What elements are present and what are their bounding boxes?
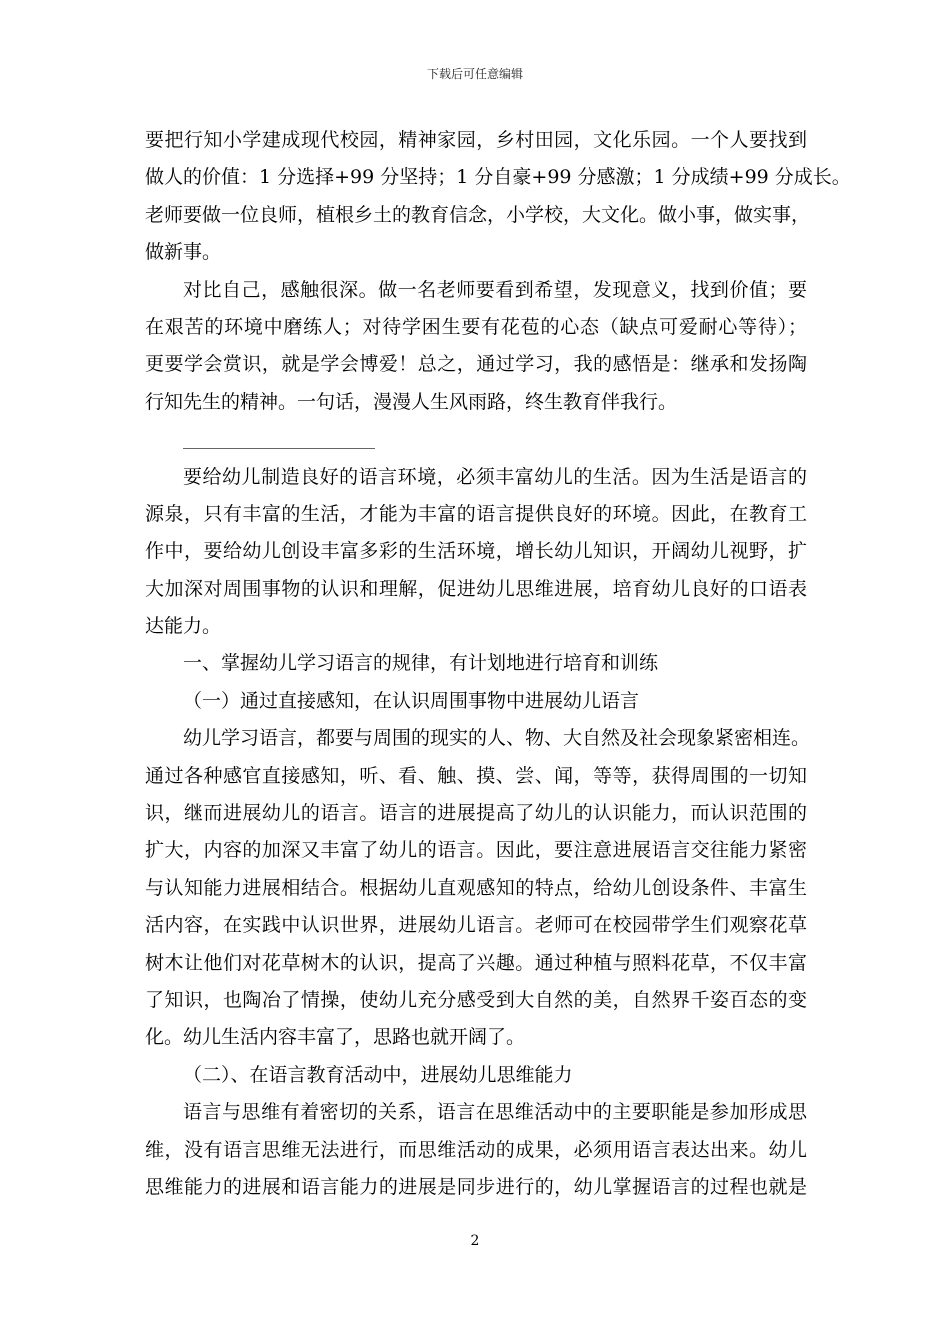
- text-line: 要给幼儿制造良好的语言环境，必须丰富幼儿的生活。因为生活是语言的: [183, 465, 807, 488]
- text-line: 对比自己，感触很深。做一名老师要看到希望，发现意义，找到价值；要: [183, 278, 807, 301]
- text-line: 要把行知小学建成现代校园，精神家园，乡村田园，文化乐园。一个人要找到: [145, 129, 807, 151]
- text-line: 达能力。: [145, 615, 222, 638]
- text-line: 了知识，也陶冶了情操，使幼儿充分感受到大自然的美，自然界千姿百态的变: [145, 988, 807, 1011]
- text-line: 大加深对周围事物的认识和理解，促进幼儿思维进展，培育幼儿良好的口语表: [145, 577, 807, 600]
- text-line: 识，继而进展幼儿的语言。语言的进展提高了幼儿的认识能力，而认识范围的: [145, 802, 807, 825]
- text-line: 在艰苦的环境中磨练人；对待学困生要有花苞的心态（缺点可爱耐心等待）；: [145, 315, 807, 338]
- text-line: 通过各种感官直接感知，听、看、触、摸、尝、闻，等等，获得周围的一切知: [145, 764, 807, 787]
- text-line: （二）、在语言教育活动中，进展幼儿思维能力: [183, 1063, 573, 1086]
- text-line: （一）通过直接感知，在认识周围事物中进展幼儿语言: [183, 689, 640, 712]
- separator-line: ________________________: [183, 430, 375, 450]
- text-line: 扩大，内容的加深又丰富了幼儿的语言。因此，要注意进展语言交往能力紧密: [145, 839, 807, 862]
- text-line: 树木让他们对花草树木的认识，提高了兴趣。通过种植与照料花草，不仅丰富: [145, 951, 807, 974]
- text-line: 语言与思维有着密切的关系，语言在思维活动中的主要职能是参加形成思: [183, 1101, 807, 1124]
- text-line: 做人的价值：1 分选择+99 分坚持；1 分自豪+99 分感激；1 分成绩+99 分成长。: [145, 166, 851, 189]
- text-line: 思维能力的进展和语言能力的进展是同步进行的，幼儿掌握语言的过程也就是: [145, 1175, 807, 1198]
- text-line: 化。幼儿生活内容丰富了，思路也就开阔了。: [145, 1026, 526, 1049]
- text-line: 一、掌握幼儿学习语言的规律，有计划地进行培育和训练: [183, 652, 659, 675]
- page-number: 2: [470, 1233, 480, 1249]
- text-line: 活内容，在实践中认识世界，进展幼儿语言。老师可在校园带学生们观察花草: [145, 914, 807, 937]
- page-header: 下载后可任意编辑: [426, 67, 523, 81]
- text-line: 老师要做一位良师，植根乡土的教育信念，小学校，大文化。做小事，做实事，: [145, 203, 811, 226]
- text-line: 做新事。: [145, 241, 222, 264]
- text-line: 维，没有语言思维无法进行，而思维活动的成果，必须用语言表达出来。幼儿: [145, 1138, 807, 1161]
- text-line: 与认知能力进展相结合。根据幼儿直观感知的特点，给幼儿创设条件、丰富生: [145, 876, 807, 899]
- text-line: 幼儿学习语言，都要与周围的现实的人、物、大自然及社会现象紧密相连。: [183, 727, 811, 750]
- text-line: 更要学会赏识，就是学会博爱！总之，通过学习，我的感悟是：继承和发扬陶: [145, 353, 807, 376]
- text-line: 行知先生的精神。一句话，漫漫人生风雨路，终生教育伴我行。: [145, 390, 678, 413]
- document-body: [145, 122, 851, 1206]
- text-line: 作中，要给幼儿创设丰富多彩的生活环境，增长幼儿知识，开阔幼儿视野，扩: [145, 540, 807, 563]
- text-line: 源泉，只有丰富的生活，才能为丰富的语言提供良好的环境。因此，在教育工: [145, 502, 807, 525]
